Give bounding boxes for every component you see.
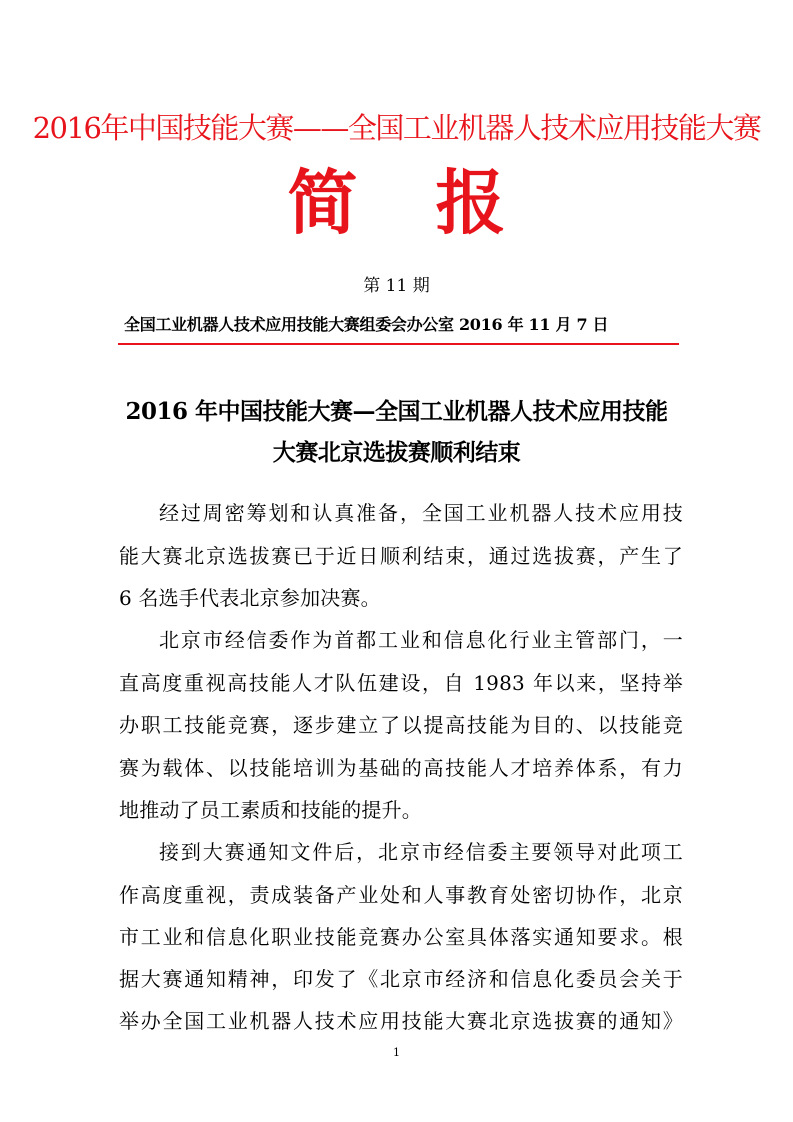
header-divider: [118, 343, 679, 345]
body-text-line: 北京市经信委作为首都工业和信息化行业主管部门，一: [159, 628, 683, 652]
body-text-line: 举办全国工业机器人技术应用技能大赛北京选拔赛的通知》: [119, 1009, 683, 1033]
body-text-line: 地推动了员工素质和技能的提升。: [119, 798, 422, 822]
article-title-line-1: 2016 年中国技能大赛—全国工业机器人技术应用技能: [125, 398, 668, 425]
body-text-line: 据大赛通知精神，印发了《北京市经济和信息化委员会关于: [119, 967, 683, 991]
body-text-line: 作高度重视，责成装备产业处和人事教育处密切协作，北京: [119, 883, 683, 907]
issue-number: 第 11 期: [363, 276, 430, 296]
body-text-line: 6 名选手代表北京参加决赛。: [119, 586, 381, 610]
body-text-line: 办职工技能竞赛，逐步建立了以提高技能为目的、以技能竞: [119, 713, 683, 737]
page-number: 1: [393, 1046, 400, 1059]
body-text-line: 市工业和信息化职业技能竞赛办公室具体落实通知要求。根: [119, 925, 683, 949]
masthead-char-bao: 报: [435, 161, 506, 244]
body-text-line: 经过周密筹划和认真准备，全国工业机器人技术应用技: [159, 501, 683, 525]
bulletin-title: 2016年中国技能大赛——全国工业机器人技术应用技能大赛: [32, 111, 761, 145]
body-text-line: 能大赛北京选拔赛已于近日顺利结束，通过选拔赛，产生了: [119, 544, 683, 568]
article-title-line-2: 大赛北京选拔赛顺利结束: [272, 439, 521, 466]
body-text-line: 赛为载体、以技能培训为基础的高技能人才培养体系，有力: [119, 756, 683, 780]
body-text-line: 直高度重视高技能人才队伍建设，自 1983 年以来，坚持举: [119, 671, 683, 695]
masthead-char-jian: 简: [287, 161, 358, 244]
issuer-and-date: 全国工业机器人技术应用技能大赛组委会办公室 2016 年 11 月 7 日: [124, 315, 609, 334]
body-text-line: 接到大赛通知文件后，北京市经信委主要领导对此项工: [159, 840, 683, 864]
masthead-title: [0, 163, 793, 243]
